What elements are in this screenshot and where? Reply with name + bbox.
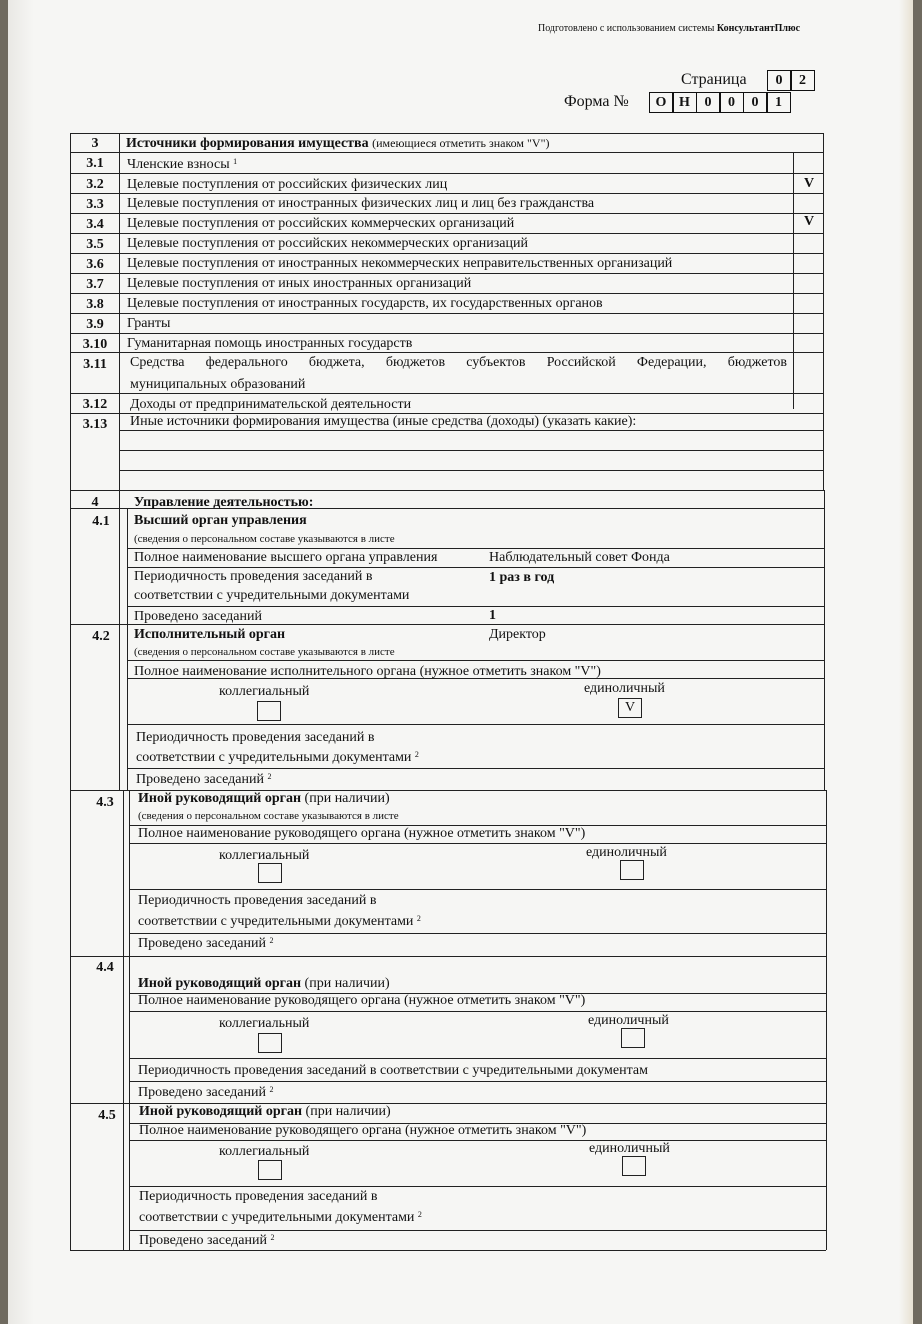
collegial-checkbox[interactable]	[257, 701, 281, 721]
mark-cell[interactable]: V	[803, 214, 815, 229]
row-number: 3.1	[86, 156, 104, 171]
row-number: 3.5	[86, 237, 104, 252]
subsection-4-1-note: (сведения о персональном составе указываются в листе	[134, 533, 395, 545]
footnote-mark: 1	[233, 157, 238, 166]
held-label	[138, 1085, 273, 1101]
subsection-4-1-title: Высший орган управления	[134, 513, 307, 528]
held-label	[138, 936, 273, 952]
subsection-4-1-number: 4.1	[92, 514, 110, 529]
section-3-number: 3	[91, 136, 99, 151]
period-label-line1: Периодичность проведения заседаний в	[138, 893, 377, 908]
page-left-edge	[8, 0, 34, 1324]
row-number: 3.7	[86, 277, 104, 292]
form-digit: 1	[766, 92, 791, 113]
collegial-checkbox[interactable]	[258, 863, 282, 883]
row-label: Целевые поступления от российских физических лиц	[127, 177, 448, 192]
form-digit: 0	[743, 92, 768, 113]
footnote-mark: 2	[414, 750, 419, 759]
subsection-4-3-title-note: (при наличии)	[304, 791, 390, 806]
period-text: соответствии с учредительными документами	[139, 1210, 415, 1225]
section-3-title-row	[126, 135, 549, 152]
held-value[interactable]: 1	[489, 608, 496, 623]
row-number: 3.11	[83, 357, 107, 372]
fullname-label: Полное наименование исполнительного органа (нужное отметить знаком "V")	[134, 664, 601, 679]
page-digit: 0	[767, 70, 792, 91]
page-right-shadow	[899, 0, 913, 1324]
footnote-mark: 2	[416, 914, 421, 923]
fullname-label: Полное наименование руководящего органа (нужное отметить знаком "V")	[139, 1123, 587, 1138]
section-3-title-note: (имеющиеся отметить знаком "V")	[372, 136, 550, 150]
row-number: 3.2	[86, 177, 104, 192]
row-label: Целевые поступления от российских коммерческих организаций	[127, 216, 515, 231]
collegial-checkbox[interactable]	[258, 1033, 282, 1053]
fullname-label: Полное наименование руководящего органа (нужное отметить знаком "V")	[138, 993, 586, 1008]
form-digit: Н	[672, 92, 697, 113]
period-label-line2: соответствии с учредительными документами	[134, 588, 410, 603]
page-label: Страница	[681, 71, 747, 88]
footnote-mark: 2	[417, 1210, 422, 1219]
subsection-4-3-number: 4.3	[96, 795, 114, 810]
consultant-brand: КонсультантПлюс	[716, 23, 801, 34]
sole-label: единоличный	[588, 1013, 669, 1028]
footnote-mark: 2	[269, 936, 274, 945]
held-text: Проведено заседаний	[139, 1233, 267, 1248]
row-label-line2: муниципальных образований	[130, 377, 306, 392]
row-number: 3.12	[82, 397, 108, 412]
period-label-line1: Периодичность проведения заседаний в	[136, 730, 375, 745]
collegial-label: коллегиальный	[219, 684, 310, 699]
row-label-text: Членские взносы	[127, 157, 230, 172]
subsection-4-4-title-row	[138, 976, 390, 992]
subsection-4-4-number: 4.4	[96, 960, 114, 975]
held-label	[139, 1233, 274, 1249]
row-number: 3.4	[86, 217, 104, 232]
subsection-4-2-number: 4.2	[92, 629, 110, 644]
fullname-value[interactable]: Наблюдательный совет Фонда	[489, 550, 670, 565]
subsection-4-3-note: (сведения о персональном составе указываются в листе	[138, 810, 399, 822]
period-label-line2	[138, 914, 421, 930]
collegial-label: коллегиальный	[219, 1144, 310, 1159]
period-text: соответствии с учредительными документами	[138, 914, 414, 929]
row-label: Доходы от предпринимательской деятельности	[130, 397, 412, 412]
row-number: 3.13	[82, 417, 108, 432]
collegial-label: коллегиальный	[219, 1016, 310, 1031]
executive-body-value[interactable]: Директор	[489, 627, 546, 642]
subsection-4-3-title-row	[138, 791, 390, 807]
form-label: Форма №	[564, 93, 629, 110]
section-4-title: Управление деятельностью:	[134, 495, 314, 510]
period-label-line2	[139, 1210, 422, 1226]
section-3-title: Источники формирования имущества	[126, 136, 369, 151]
subsection-4-2-note: (сведения о персональном составе указываются в листе	[134, 646, 395, 658]
collegial-checkbox[interactable]	[258, 1160, 282, 1180]
row-label: Иные источники формирования имущества (иные средства (доходы) (указать какие):	[130, 414, 637, 429]
fullname-label: Полное наименование руководящего органа (нужное отметить знаком "V")	[138, 826, 586, 841]
subsection-4-4-title: Иной руководящий орган	[138, 976, 302, 991]
form-digit: 0	[696, 92, 721, 113]
row-label-line1: Средства федерального бюджета, бюджетов субъектов Российской Федерации, бюджетов	[130, 355, 787, 370]
row-label: Целевые поступления от иностранных некоммерческих неправительственных организаций	[127, 256, 673, 271]
period-label-line2	[136, 750, 419, 766]
row-label: Целевые поступления от российских некоммерческих организаций	[127, 236, 528, 251]
page-digit: 2	[790, 70, 815, 91]
page-number-boxes	[768, 70, 815, 91]
period-value[interactable]: 1 раз в год	[489, 570, 555, 585]
held-label	[136, 772, 271, 788]
subsection-4-5-number: 4.5	[98, 1108, 116, 1123]
period-label-line1: Периодичность проведения заседаний в	[134, 569, 373, 584]
footnote-mark: 2	[269, 1085, 274, 1094]
held-text: Проведено заседаний	[136, 772, 264, 787]
subsection-4-5-title: Иной руководящий орган	[139, 1104, 303, 1119]
row-number: 3.10	[82, 337, 108, 352]
form-digit: О	[649, 92, 674, 113]
mark-cell[interactable]: V	[803, 176, 815, 191]
sole-checkbox[interactable]	[621, 1028, 645, 1048]
held-label: Проведено заседаний	[134, 609, 262, 624]
held-text: Проведено заседаний	[138, 936, 266, 951]
sole-label: единоличный	[584, 681, 665, 696]
subsection-4-2-title: Исполнительный орган	[134, 627, 286, 642]
row-label: Целевые поступления от иностранных государств, их государственных органов	[127, 296, 603, 311]
sole-label: единоличный	[586, 845, 667, 860]
row-label: Гуманитарная помощь иностранных государств	[127, 336, 413, 351]
held-text: Проведено заседаний	[138, 1085, 266, 1100]
consultant-prefix: Подготовлено с использованием системы	[538, 23, 715, 34]
row-label: Целевые поступления от иных иностранных организаций	[127, 276, 472, 291]
row-label: Гранты	[127, 316, 171, 331]
row-number: 3.9	[86, 317, 104, 332]
subsection-4-3-title: Иной руководящий орган	[138, 791, 302, 806]
sole-checkbox[interactable]: V	[618, 698, 642, 718]
subsection-4-5-title-note: (при наличии)	[305, 1104, 391, 1119]
consultant-note	[538, 23, 800, 34]
row-number: 3.3	[86, 197, 104, 212]
form-digit: 0	[719, 92, 744, 113]
subsection-4-4-title-note: (при наличии)	[304, 976, 390, 991]
row-label: Целевые поступления от иностранных физических лиц и лиц без гражданства	[127, 196, 595, 211]
row-label	[127, 157, 237, 173]
fullname-label: Полное наименование высшего органа управления	[134, 550, 438, 565]
subsection-4-5-title-row	[139, 1104, 391, 1120]
footnote-mark: 2	[270, 1233, 275, 1242]
sole-checkbox[interactable]	[620, 860, 644, 880]
footnote-mark: 2	[267, 772, 272, 781]
period-label: Периодичность проведения заседаний в соответствии с учредительными документам	[138, 1063, 648, 1078]
row-number: 3.6	[86, 257, 104, 272]
period-label-line1: Периодичность проведения заседаний в	[139, 1189, 378, 1204]
period-text: соответствии с учредительными документами	[136, 750, 412, 765]
sole-checkbox[interactable]	[622, 1156, 646, 1176]
form-number-boxes	[650, 92, 791, 113]
row-number: 3.8	[86, 297, 104, 312]
sole-label: единоличный	[589, 1141, 670, 1156]
collegial-label: коллегиальный	[219, 848, 310, 863]
section-4-number: 4	[91, 495, 99, 510]
